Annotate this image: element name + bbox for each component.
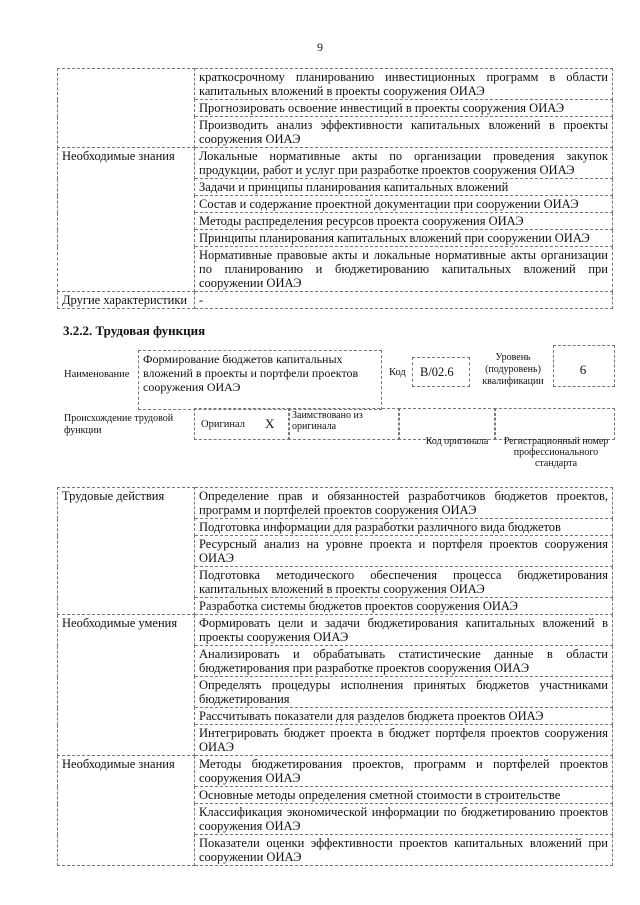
top-table-item: Локальные нормативные акты по организации проведения закупок продукции, работ и услуг при разработке проектов сооружения ОИАЭ (195, 148, 613, 179)
table-row (58, 69, 613, 100)
bottom-table-group-label: Необходимые умения (58, 615, 195, 756)
code-original-label: Код оригинала (425, 436, 489, 447)
top-table-item: Нормативные правовые акты и локальные нормативные акты организации по планированию и бюджетированию капитальных вложений при сооружении ОИАЭ (195, 247, 613, 292)
bottom-table-item: Интегрировать бюджет проекта в бюджет портфеля проектов сооружения ОИАЭ (195, 725, 613, 756)
top-table-item: Методы распределения ресурсов проекта сооружения ОИАЭ (195, 213, 613, 230)
code-label: Код (389, 367, 406, 378)
bottom-table-item: Подготовка методического обеспечения процесса бюджетирования капитальных вложений в проекты сооружения ОИАЭ (195, 567, 613, 598)
bottom-table-group-label: Необходимые знания (58, 756, 195, 866)
top-table-item: краткосрочному планированию инвестиционных программ в области капитальных вложений в проекты сооружения ОИАЭ (195, 69, 613, 100)
original-mark: X (265, 416, 275, 431)
top-table-group-label: Другие характеристики (58, 292, 195, 309)
table-row (58, 756, 613, 787)
page-number: 9 (317, 40, 323, 54)
section-title: 3.2.2. Трудовая функция (63, 323, 206, 338)
bottom-table-item: Формировать цели и задачи бюджетирования капитальных вложений в проекты сооружения ОИАЭ (195, 615, 613, 646)
bottom-table-item: Рассчитывать показатели для разделов бюджета проектов ОИАЭ (195, 708, 613, 725)
top-table-item: Производить анализ эффективности капитальных вложений в проекты сооружения ОИАЭ (195, 117, 613, 148)
top-table-item: - (195, 292, 613, 309)
reg-number-label: Регистрационный номер профессионального стандарта (503, 436, 609, 469)
code-value: B/02.6 (420, 365, 454, 379)
table-row (58, 148, 613, 179)
bottom-table-item: Классификация экономической информации по бюджетированию проектов сооружения ОИАЭ (195, 804, 613, 835)
top-table-item: Состав и содержание проектной документации при сооружении ОИАЭ (195, 196, 613, 213)
table-row (58, 615, 613, 646)
name-label: Наименование (64, 369, 130, 380)
name-value: Формирование бюджетов капитальных вложений в проекты и портфели проектов сооружения ОИАЭ (143, 352, 359, 394)
bottom-table-item: Показатели оценки эффективности проектов капитальных вложений при сооружении ОИАЭ (195, 835, 613, 866)
top-table-item: Принципы планирования капитальных вложений при сооружении ОИАЭ (195, 230, 613, 247)
bottom-table-item: Определение прав и обязанностей разработчиков бюджетов проектов, программ и портфелей проектов сооружения ОИАЭ (195, 488, 613, 519)
bottom-table-group-label: Трудовые действия (58, 488, 195, 615)
level-label: Уровень (подуровень) квалификации (482, 352, 544, 387)
top-table-item: Прогнозировать освоение инвестиций в проекты сооружения ОИАЭ (195, 100, 613, 117)
borrowed-label: Заимствовано из оригинала (292, 410, 363, 432)
bottom-table-item: Основные методы определения сметной стоимости в строительстве (195, 787, 613, 804)
origin-label: Происхождение трудовой функции (64, 413, 174, 436)
top-table-group-label (58, 69, 195, 148)
table-row (58, 292, 613, 309)
table-row (58, 488, 613, 519)
bottom-table-item: Разработка системы бюджетов проектов сооружения ОИАЭ (195, 598, 613, 615)
level-value: 6 (579, 362, 587, 377)
top-table-item: Задачи и принципы планирования капитальных вложений (195, 179, 613, 196)
bottom-requirements-table (57, 487, 613, 866)
bottom-table-item: Методы бюджетирования проектов, программ и портфелей проектов сооружения ОИАЭ (195, 756, 613, 787)
bottom-table-item: Определять процедуры исполнения принятых бюджетов участниками бюджетирования (195, 677, 613, 708)
bottom-table-item: Ресурсный анализ на уровне проекта и портфеля проектов сооружения ОИАЭ (195, 536, 613, 567)
bottom-table-item: Анализировать и обрабатывать статистические данные в области бюджетирования при разработке проектов сооружения ОИАЭ (195, 646, 613, 677)
bottom-table-item: Подготовка информации для разработки различного вида бюджетов (195, 519, 613, 536)
top-requirements-table (57, 68, 613, 309)
top-table-group-label: Необходимые знания (58, 148, 195, 292)
original-label: Оригинал (201, 419, 245, 430)
